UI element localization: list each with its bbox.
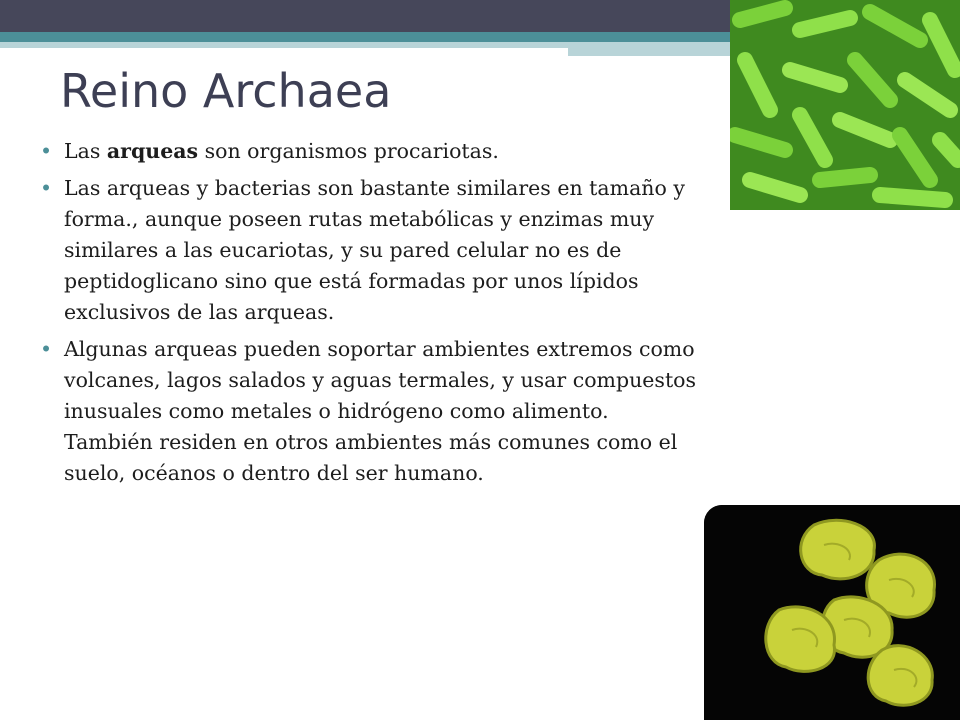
accent-band-light-segment xyxy=(568,48,740,56)
bullet-text-after: son organismos procariotas. xyxy=(198,139,499,163)
bullet-bold-term: arqueas xyxy=(106,139,199,163)
slide-body xyxy=(40,136,702,495)
bullet-item: • Algunas arqueas pueden soportar ambientes extremos como volcanes, lagos salados y aguas termales, y usar compuestos inusuales como metales o hidrógeno como alimento. También residen en otros ambientes más comunes como el suelo, océanos o dentro del ser humano. xyxy=(40,334,702,489)
yellow-archaea-micrograph xyxy=(704,505,960,720)
bullet-text-before: Las xyxy=(64,139,107,163)
bullet-item xyxy=(40,136,702,167)
bullet-item: • Las arqueas y bacterias son bastante similares en tamaño y forma., aunque poseen rutas metabólicas y enzimas muy similares a las eucariotas, y su pared celular no es de peptidoglicano sino que está formadas por unos lípidos exclusivos de las arqueas. xyxy=(40,173,702,328)
bullet-list xyxy=(40,136,702,489)
accent-band xyxy=(0,32,740,42)
green-bacteria-photo xyxy=(730,0,960,210)
slide-title: Reino Archaea xyxy=(60,64,392,118)
